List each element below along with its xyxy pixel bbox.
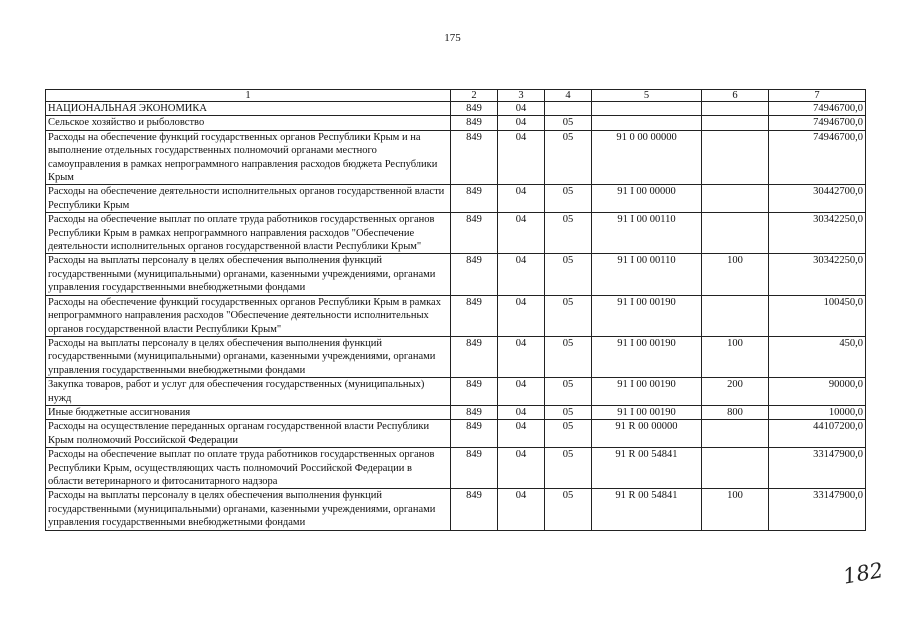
row-name: НАЦИОНАЛЬНАЯ ЭКОНОМИКА: [46, 102, 451, 116]
admin-code: 849: [451, 254, 498, 295]
column-number: 6: [702, 90, 769, 102]
target-article-code: 91 R 00 54841: [592, 448, 702, 489]
target-article-code: [592, 116, 702, 130]
row-name: Расходы на обеспечение выплат по оплате труда работников государственных органов Республики Крым в рамках непрограммного направления расходов "Обеспечение деятельности исполнительных органов государственной власти Республики Крым": [46, 213, 451, 254]
table-row: [46, 405, 866, 419]
expense-type-code: [702, 213, 769, 254]
amount: 74946700,0: [769, 116, 866, 130]
admin-code: 849: [451, 378, 498, 406]
amount: 74946700,0: [769, 130, 866, 185]
column-number: 4: [545, 90, 592, 102]
subsection-code: 05: [545, 295, 592, 336]
amount: 30442700,0: [769, 185, 866, 213]
column-number: 3: [498, 90, 545, 102]
target-article-code: 91 I 00 00190: [592, 295, 702, 336]
row-name: Расходы на выплаты персоналу в целях обеспечения выполнения функций государственными (муниципальными) органами, казенными учреждениями, органами управления государственными внебюджетными фондами: [46, 336, 451, 377]
expense-type-code: [702, 116, 769, 130]
column-number: 5: [592, 90, 702, 102]
row-name: Расходы на обеспечение функций государственных органов Республики Крым в рамках непрограммного направления расходов "Обеспечение деятельности исполнительных органов государственной власти Республики Крым": [46, 295, 451, 336]
target-article-code: 91 I 00 00190: [592, 405, 702, 419]
subsection-code: 05: [545, 185, 592, 213]
table-row: [46, 185, 866, 213]
section-code: 04: [498, 378, 545, 406]
row-name: Закупка товаров, работ и услуг для обеспечения государственных (муниципальных) нужд: [46, 378, 451, 406]
section-code: 04: [498, 102, 545, 116]
subsection-code: 05: [545, 420, 592, 448]
amount: 450,0: [769, 336, 866, 377]
section-code: 04: [498, 130, 545, 185]
row-name: Расходы на осуществление переданных органам государственной власти Республики Крым полномочий Российской Федерации: [46, 420, 451, 448]
page-number: 175: [444, 32, 461, 44]
table-row: [46, 116, 866, 130]
table-row: [46, 130, 866, 185]
table-row: [46, 489, 866, 530]
table-row: [46, 448, 866, 489]
section-code: 04: [498, 448, 545, 489]
admin-code: 849: [451, 420, 498, 448]
subsection-code: [545, 102, 592, 116]
expense-type-code: [702, 448, 769, 489]
column-number-row: [46, 90, 866, 102]
row-name: Сельское хозяйство и рыболовство: [46, 116, 451, 130]
expense-type-code: [702, 295, 769, 336]
admin-code: 849: [451, 185, 498, 213]
amount: 74946700,0: [769, 102, 866, 116]
expense-type-code: [702, 420, 769, 448]
target-article-code: [592, 102, 702, 116]
target-article-code: 91 0 00 00000: [592, 130, 702, 185]
section-code: 04: [498, 116, 545, 130]
target-article-code: 91 R 00 00000: [592, 420, 702, 448]
signature-mark: 182: [841, 558, 885, 589]
subsection-code: 05: [545, 254, 592, 295]
row-name: Расходы на обеспечение деятельности исполнительных органов государственной власти Республики Крым: [46, 185, 451, 213]
column-number: 7: [769, 90, 866, 102]
table-row: [46, 378, 866, 406]
expense-type-code: [702, 185, 769, 213]
amount: 33147900,0: [769, 489, 866, 530]
amount: 100450,0: [769, 295, 866, 336]
target-article-code: 91 I 00 00190: [592, 336, 702, 377]
section-code: 04: [498, 420, 545, 448]
target-article-code: 91 I 00 00000: [592, 185, 702, 213]
table-row: [46, 336, 866, 377]
subsection-code: 05: [545, 116, 592, 130]
section-code: 04: [498, 405, 545, 419]
amount: 10000,0: [769, 405, 866, 419]
amount: 30342250,0: [769, 213, 866, 254]
row-name: Иные бюджетные ассигнования: [46, 405, 451, 419]
expense-type-code: 200: [702, 378, 769, 406]
expense-type-code: 100: [702, 489, 769, 530]
amount: 33147900,0: [769, 448, 866, 489]
table-row: [46, 420, 866, 448]
row-name: Расходы на обеспечение функций государственных органов Республики Крым и на выполнение отдельных государственных полномочий органами местного самоуправления в рамках непрограммного направления расходов бюджета Республики Крым: [46, 130, 451, 185]
admin-code: 849: [451, 489, 498, 530]
section-code: 04: [498, 213, 545, 254]
admin-code: 849: [451, 448, 498, 489]
target-article-code: 91 I 00 00110: [592, 254, 702, 295]
amount: 30342250,0: [769, 254, 866, 295]
table-row: [46, 295, 866, 336]
admin-code: 849: [451, 295, 498, 336]
table-row: [46, 213, 866, 254]
row-name: Расходы на выплаты персоналу в целях обеспечения выполнения функций государственными (муниципальными) органами, казенными учреждениями, органами управления государственными внебюджетными фондами: [46, 254, 451, 295]
section-code: 04: [498, 185, 545, 213]
subsection-code: 05: [545, 448, 592, 489]
section-code: 04: [498, 254, 545, 295]
admin-code: 849: [451, 213, 498, 254]
subsection-code: 05: [545, 336, 592, 377]
expense-type-code: 100: [702, 336, 769, 377]
admin-code: 849: [451, 102, 498, 116]
row-name: Расходы на выплаты персоналу в целях обеспечения выполнения функций государственными (муниципальными) органами, казенными учреждениями, органами управления государственными внебюджетными фондами: [46, 489, 451, 530]
table-body: [46, 102, 866, 531]
section-code: 04: [498, 295, 545, 336]
expense-type-code: 800: [702, 405, 769, 419]
column-number: 1: [46, 90, 451, 102]
table-row: [46, 102, 866, 116]
amount: 90000,0: [769, 378, 866, 406]
target-article-code: 91 I 00 00190: [592, 378, 702, 406]
subsection-code: 05: [545, 378, 592, 406]
expense-type-code: [702, 102, 769, 116]
section-code: 04: [498, 336, 545, 377]
subsection-code: 05: [545, 130, 592, 185]
admin-code: 849: [451, 405, 498, 419]
column-number: 2: [451, 90, 498, 102]
expense-type-code: 100: [702, 254, 769, 295]
budget-table: [45, 89, 866, 531]
target-article-code: 91 I 00 00110: [592, 213, 702, 254]
subsection-code: 05: [545, 489, 592, 530]
subsection-code: 05: [545, 405, 592, 419]
admin-code: 849: [451, 336, 498, 377]
subsection-code: 05: [545, 213, 592, 254]
row-name: Расходы на обеспечение выплат по оплате труда работников государственных органов Республики Крым, осуществляющих часть полномочий Российской Федерации в области ветеринарного и фитосанитарного надзора: [46, 448, 451, 489]
section-code: 04: [498, 489, 545, 530]
target-article-code: 91 R 00 54841: [592, 489, 702, 530]
amount: 44107200,0: [769, 420, 866, 448]
table-row: [46, 254, 866, 295]
admin-code: 849: [451, 116, 498, 130]
admin-code: 849: [451, 130, 498, 185]
expense-type-code: [702, 130, 769, 185]
